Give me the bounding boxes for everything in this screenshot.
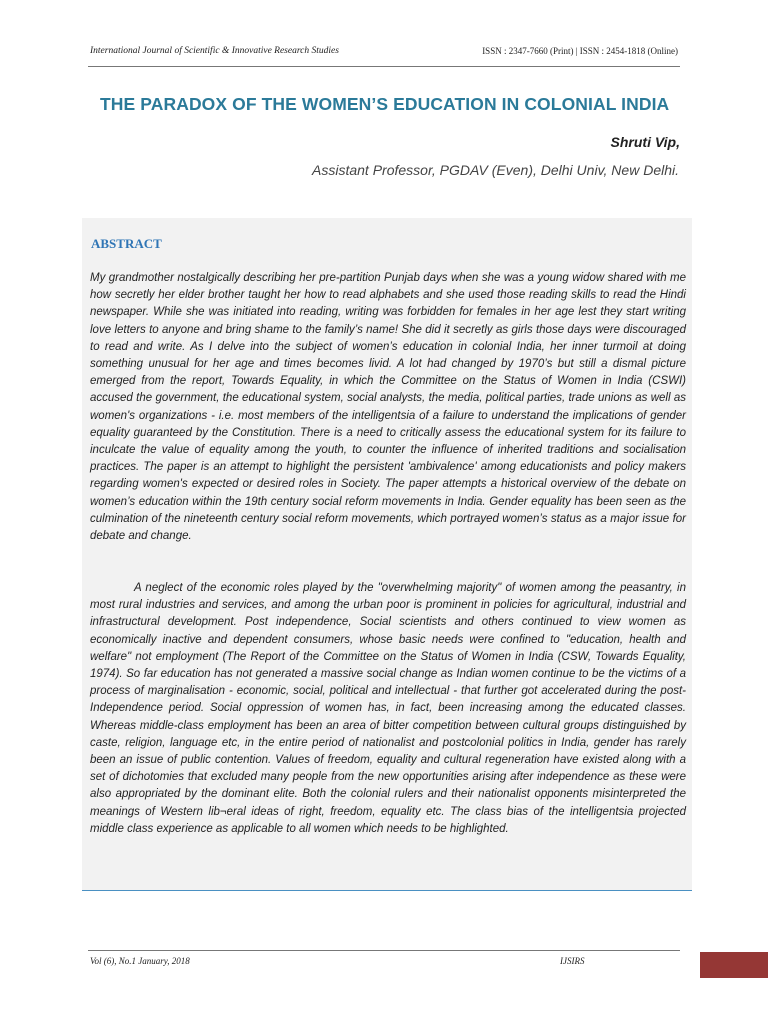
- running-header: [90, 46, 678, 60]
- article-title: THE PARADOX OF THE WOMEN’S EDUCATION IN COLONIAL INDIA: [100, 94, 670, 114]
- abstract-paragraph-2: A neglect of the economic roles played by the "overwhelming majority" of women among the peasantry, in most rural industries and services, and among the urban poor is prominent in policies for agricultural, industrial and infrastructural development. Post independence, Social scientists and others continued to view women as economically inactive and dependent consumers, whose basic needs were confined to "education, health and welfare" not employment (The Report of the Committee on the Status of Women in India (CSW, Towards Equality, 1974). So far education has not generated a massive social change as Indian women continue to be the victims of a process of marginalisation - economic, social, political and intellectual - that further got accelerated during the post-Independence period. Social oppression of women has, in fact, been increasing among the educated classes. Whereas middle-class employment has been an area of bitter competition between cultural groups distinguished by caste, religion, language etc, in the entire period of nationalist and postcolonial politics in India, gender has rarely been an issue of public contention. Values of freedom, equality and cultural regeneration have existed along with a set of dichotomies that excluded many people from the new opportunities arising after independence as these were also appropriated by the dominant elite. Both the colonial rulers and their nationalist opponents misinterpreted the meanings of Western lib¬eral ideas of right, freedom, equality etc. The class bias of the intelligentsia projected middle class experience as applicable to all women which needs to be highlighted.: [90, 582, 686, 835]
- author-affiliation: Assistant Professor, PGDAV (Even), Delhi Univ, New Delhi.: [312, 162, 679, 178]
- issn-line: ISSN : 2347-7660 (Print) | ISSN : 2454-1818 (Online): [482, 46, 678, 56]
- header-divider: [88, 66, 680, 67]
- abstract-bottom-rule: [82, 890, 692, 891]
- abstract-heading: ABSTRACT: [91, 236, 162, 251]
- footer-volume: Vol (6), No.1 January, 2018: [90, 956, 190, 966]
- journal-name: International Journal of Scientific & Innovative Research Studies: [90, 46, 339, 56]
- footer-accent-block: [700, 952, 768, 978]
- author-name: Shruti Vip,: [610, 134, 680, 150]
- footer-journal-abbr: IJSIRS: [560, 956, 585, 966]
- abstract-paragraph-1: My grandmother nostalgically describing her pre-partition Punjab days when she was a young widow shared with me how secretly her elder brother taught her how to read alphabets and she used those reading skills to read the Hindi newspaper. While she was initiated into reading, writing was forbidden for females in her age lest they start writing love letters to anyone and bring shame to the family’s name! She did it secretly as girls those days were discouraged to read and write. As I delve into the subject of women’s education in colonial India, her inner turmoil at doing something unusual for her age and times becomes livid. A lot had changed by 1970’s but still a dismal picture emerged from the report, Towards Equality, in which the Committee on the Status of Women in India (CSWI) accused the government, the educational system, social analysts, the media, political parties, trade unions as well as women's organizations - i.e. most members of the intelligentsia of a failure to understand the implications of gender equality guaranteed by the Constitution. There is a need to critically assess the educational system for its failure to inculcate the value of equality among the youth, to counter the influence of inherited traditions and socialisation practices. The paper is an attempt to highlight the persistent 'ambivalence' among educationists and policy makers regarding women's expected or desired roles in Society. The paper attempts a historical overview of the debate on women’s education within the 19th century social reform movements in India. Gender equality has been seen as the culmination of the nineteenth century social reform movements, which portrayed women’s status as a major issue for debate and change.: [90, 272, 686, 543]
- footer-divider: [88, 950, 680, 951]
